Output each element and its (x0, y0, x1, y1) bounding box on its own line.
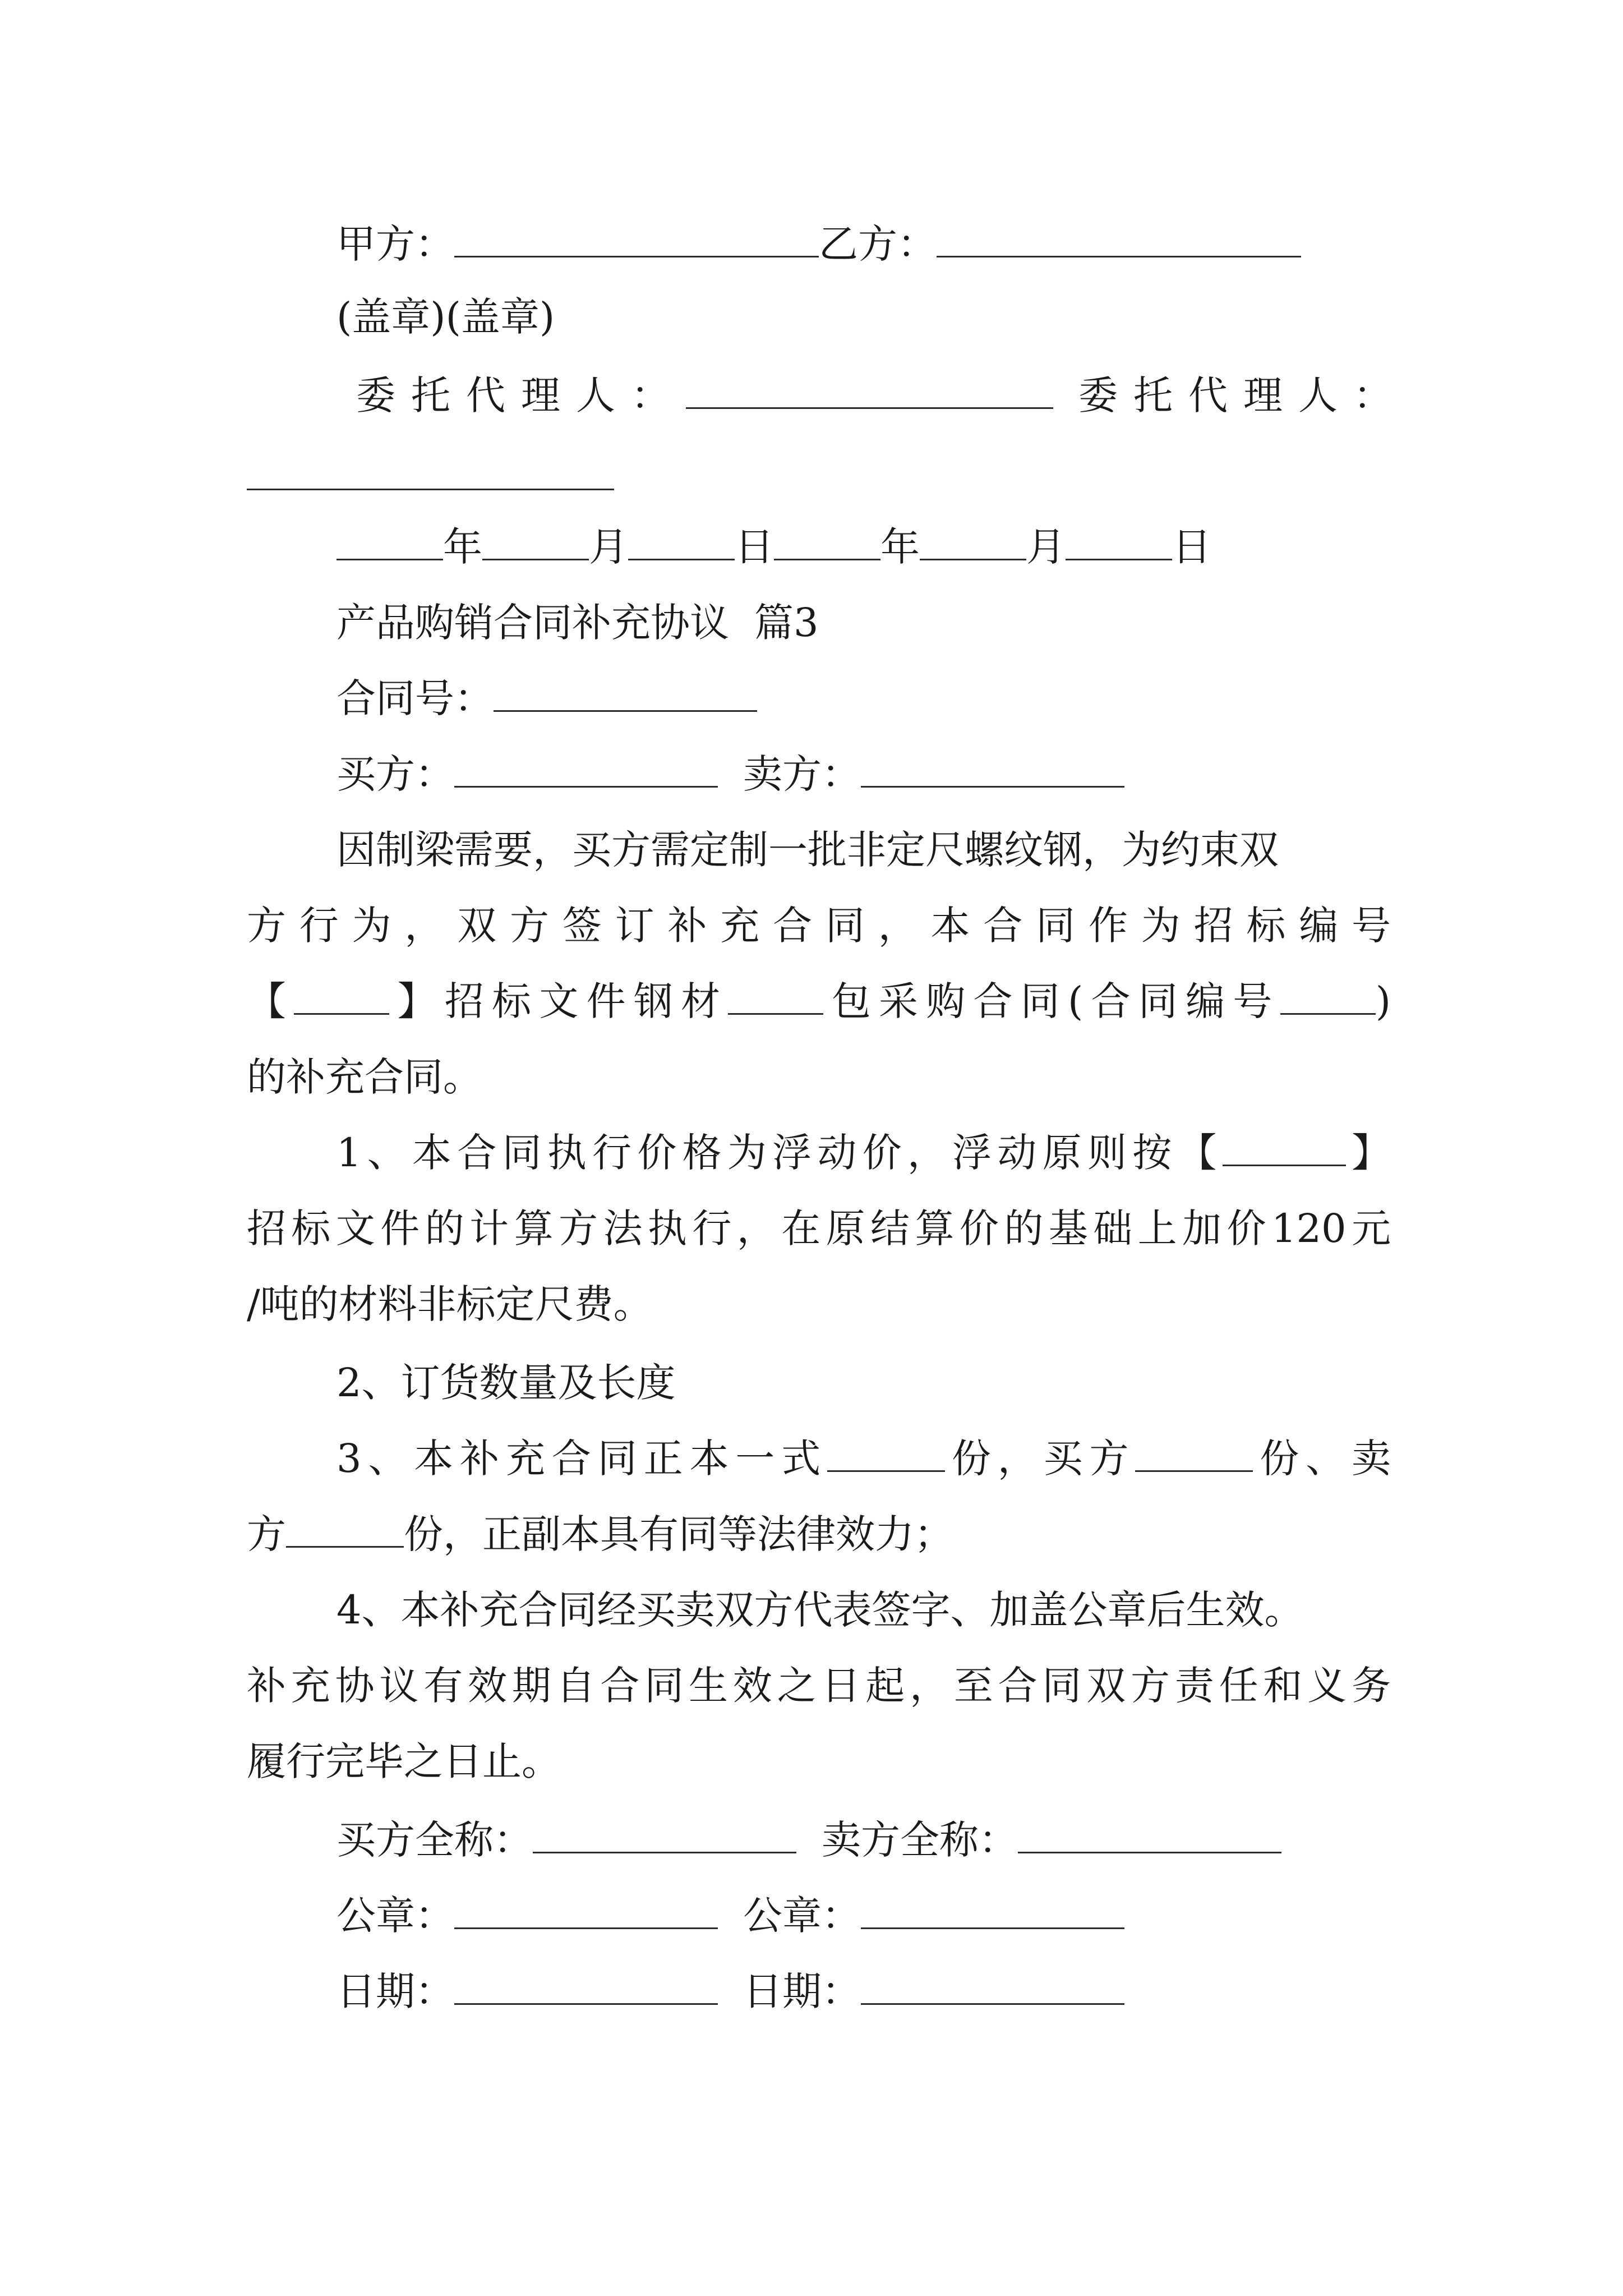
party-b-label: 乙方： (819, 221, 937, 267)
procurement-paren-close: ) (1375, 978, 1391, 1024)
buyer-seal-blank (454, 1893, 718, 1929)
price-principle-blank (1223, 1130, 1346, 1166)
seal-b-label: (盖章) (445, 294, 555, 340)
party-signature-line (336, 216, 1391, 272)
seller-date-label: 日期： (743, 1968, 861, 2014)
seller-label: 卖方： (743, 751, 861, 797)
section-part-label: 篇3 (754, 600, 819, 646)
clause-3-text-b: 份，买方 (945, 1435, 1136, 1481)
copies-seller-blank (286, 1511, 404, 1548)
clause-3-text-d: 方 (247, 1511, 286, 1557)
clause-3-text-c: 份、卖 (1253, 1435, 1391, 1481)
clause-2: 2、订货数量及长度 (336, 1360, 676, 1406)
agent-line (356, 367, 1500, 424)
buyer-blank (454, 751, 718, 788)
seller-date-blank (861, 1968, 1124, 2005)
section-title (336, 595, 1391, 651)
buyer-label: 买方： (336, 751, 454, 797)
clause-4-line-2: 补充协议有效期自合同生效之日起，至合同双方责任和义务 (247, 1663, 1391, 1709)
buyer-date-label: 日期： (336, 1968, 454, 2014)
intro-line-3 (247, 973, 1391, 1029)
clause-1-line-1 (336, 1125, 1391, 1181)
clause-4-line-1: 4、本补充合同经买卖双方代表签字、加盖公章后生效。 (336, 1587, 1304, 1633)
month-b-blank (920, 524, 1026, 560)
copies-total-blank (827, 1435, 945, 1472)
procurement-text: 包采购合同(合同编号 (823, 978, 1280, 1024)
party-b-blank (937, 221, 1301, 257)
sign-date-line (336, 1963, 1391, 2019)
seller-blank (861, 751, 1124, 788)
agent-b-blank-line (247, 449, 1391, 505)
seller-seal-blank (861, 1893, 1124, 1929)
year-a-blank (336, 524, 443, 560)
buyer-full-name-blank (533, 1817, 796, 1853)
tender-doc-text: 】招标文件钢材 (389, 978, 728, 1024)
buyer-full-name-label: 买方全称： (336, 1817, 533, 1863)
intro-line-2: 方行为，双方签订补充合同，本合同作为招标编号 (247, 903, 1391, 949)
year-a-label: 年 (443, 524, 482, 570)
clause-4-line-3: 履行完毕之日止。 (247, 1738, 561, 1784)
agent-b-blank (247, 454, 614, 490)
seal-a-label: (盖章) (336, 294, 446, 340)
contract-number-line (336, 670, 1391, 726)
month-b-label: 月 (1026, 524, 1066, 570)
tender-bracket-open: 【 (247, 978, 294, 1024)
contract-number-label: 合同号： (336, 675, 494, 721)
clause-1-line-3: /吨的材料非标定尺费。 (247, 1281, 653, 1327)
section-title-text: 产品购销合同补充协议 (336, 600, 729, 646)
lot-number-blank (728, 978, 823, 1015)
seller-full-name-blank (1018, 1817, 1281, 1853)
buyer-date-blank (454, 1968, 718, 2005)
buyer-seal-label: 公章： (336, 1893, 454, 1939)
clause-3-text-a: 3、本补充合同正本一式 (336, 1435, 828, 1481)
day-a-blank (628, 524, 735, 560)
full-name-line (336, 1812, 1391, 1868)
clause-1-text: 1、本合同执行价格为浮动价，浮动原则按【 (336, 1130, 1223, 1176)
agent-a-blank (686, 372, 1053, 409)
party-a-blank (454, 221, 819, 257)
seller-full-name-label: 卖方全称： (822, 1817, 1018, 1863)
clause-1-bracket-close: 】 (1345, 1130, 1391, 1176)
company-seal-line (336, 1888, 1391, 1944)
day-b-label: 日 (1172, 524, 1211, 570)
party-a-label: 甲方： (336, 221, 454, 267)
clause-3-text-e: 份，正副本具有同等法律效力； (404, 1511, 953, 1557)
year-b-blank (774, 524, 880, 560)
clause-3-line-1 (336, 1430, 1391, 1487)
agent-a-label: 委托代理人： (356, 372, 686, 418)
intro-line-4: 的补充合同。 (247, 1054, 482, 1100)
month-a-label: 月 (589, 524, 628, 570)
intro-line-1: 因制梁需要，买方需定制一批非定尺螺纹钢，为约束双 (336, 827, 1279, 873)
day-b-blank (1066, 524, 1172, 560)
seal-line (336, 289, 1391, 345)
year-b-label: 年 (880, 524, 920, 570)
agent-b-label: 委托代理人： (1078, 372, 1408, 418)
seller-seal-label: 公章： (743, 1893, 861, 1939)
copies-buyer-blank (1135, 1435, 1253, 1472)
month-a-blank (482, 524, 589, 560)
buyer-seller-line (336, 746, 1391, 802)
clause-3-line-2 (247, 1506, 1391, 1562)
tender-number-blank (294, 978, 389, 1015)
contract-number-blank (494, 675, 757, 712)
clause-1-line-2: 招标文件的计算方法执行，在原结算价的基础上加价120元 (247, 1205, 1391, 1251)
original-contract-number-blank (1280, 978, 1376, 1015)
signature-date-line (336, 519, 1391, 575)
day-a-label: 日 (735, 524, 774, 570)
